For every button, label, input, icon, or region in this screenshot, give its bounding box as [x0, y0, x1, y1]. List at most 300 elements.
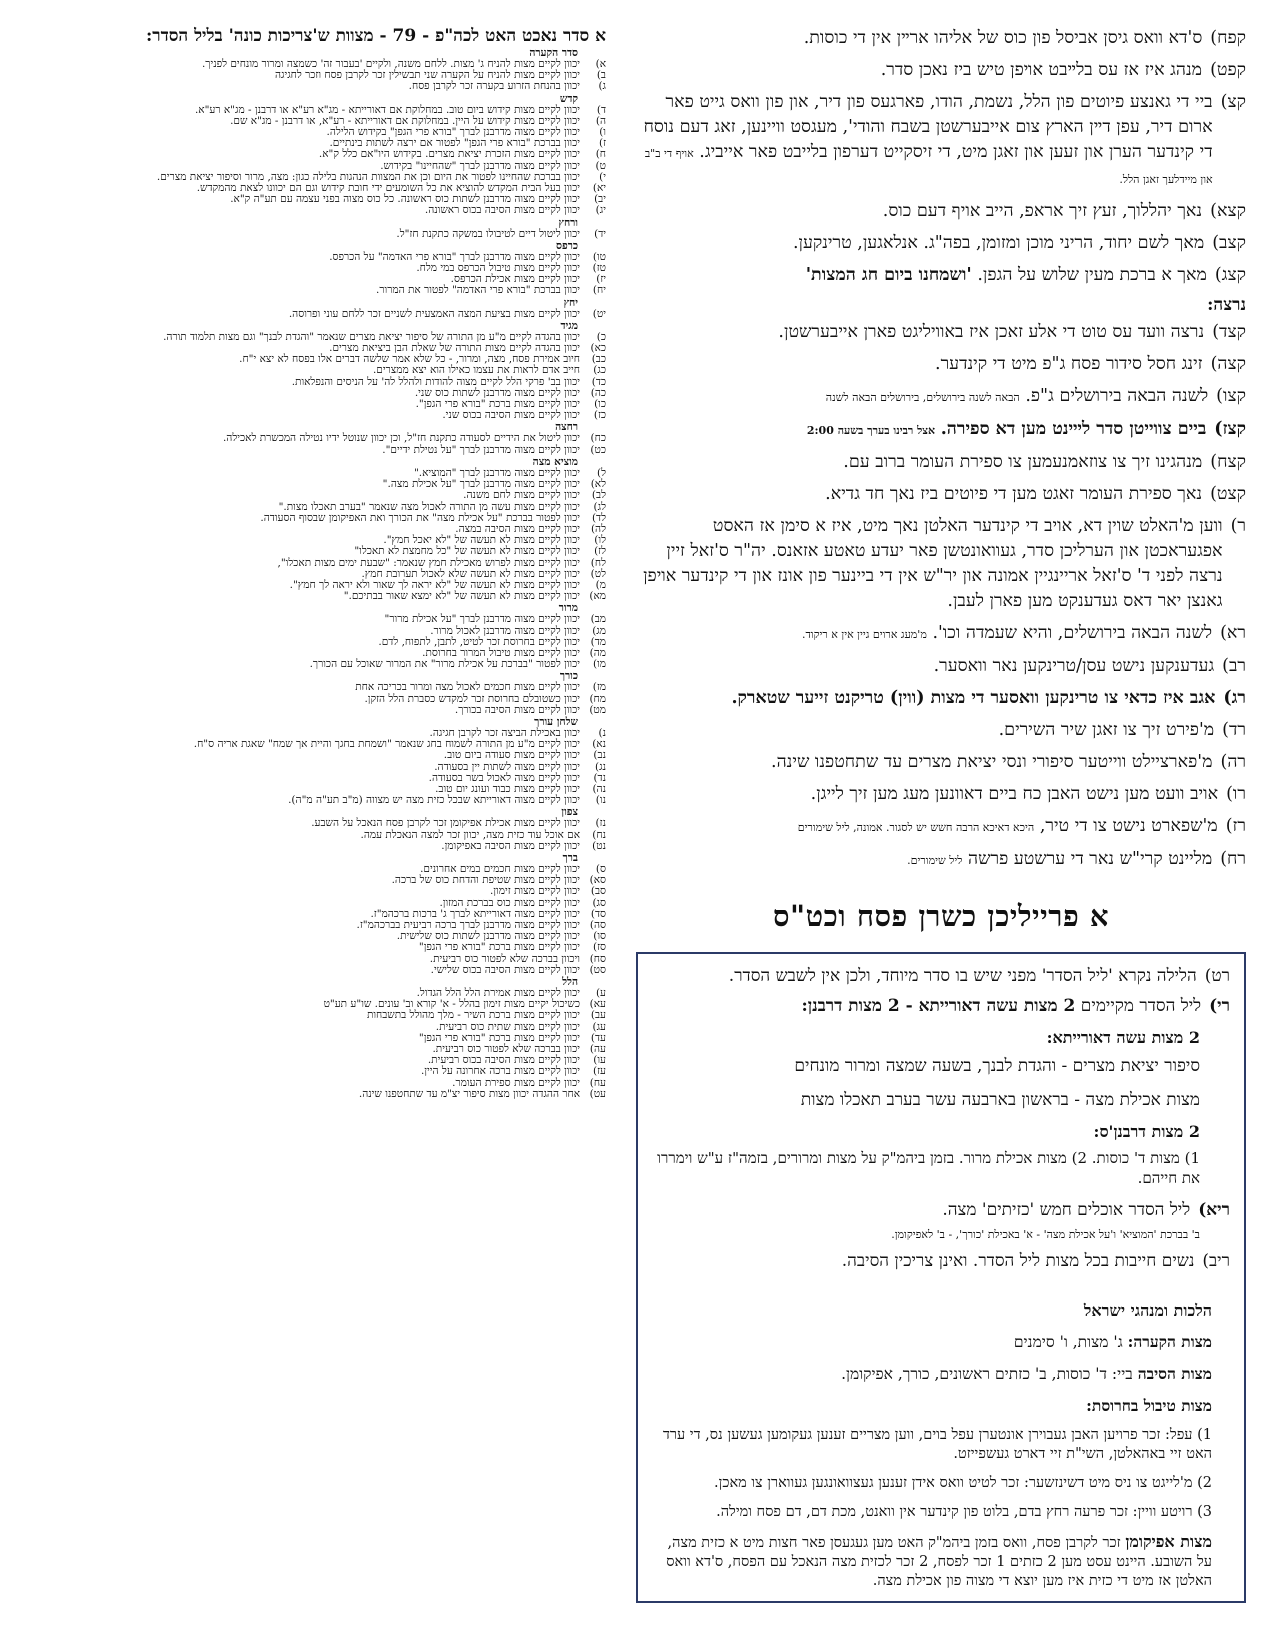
instruction-text: [636, 417, 1206, 443]
mitzva-number: עה): [589, 1043, 606, 1056]
instruction-number: קצב): [1212, 233, 1246, 253]
mitzva-text: כשיכול יקיים מצות זימון בהלל - א' קורא וב' עונים. שו"ע תע"ט: [323, 998, 580, 1011]
instruction-text: [636, 90, 1213, 192]
mitzva-number: כט): [590, 443, 606, 456]
mitzva-number: כא): [590, 342, 606, 355]
mitzva-item: [28, 841, 606, 852]
mitzva-number: סז): [593, 941, 606, 954]
instruction-text: [636, 58, 1202, 83]
instruction-text: [636, 718, 1214, 743]
instruction-main: ווען מ'האלט שוין דא, אויב די קינדער האלטן נאך מיט, איז א סימן אז האסט אפגעראכטן און הערליכן סדר, געוואונטשן פאר יעדע טאטע אזאנס. יה"ר ס'זאל זיין נרצה לפני ד' ס'זאל אריינגיין אמונה און יר"ש אין די ביינער פון אונז און די קינדער אויפן גאנצן יאר דאס געדענקט מען פארן לעבן.: [643, 516, 1223, 611]
mitzva-text: יכוון לקיים מצות ברכה אחרונה על היין.: [421, 1065, 580, 1078]
instruction-main: נאך יהללוך, זעץ זיך אראפ, הייב אויף דעם כוס.: [882, 201, 1203, 221]
mitzva-number: עח): [589, 1076, 606, 1089]
section-heading: סדר הקערה: [529, 47, 578, 59]
mitzva-text: יכוון בברכה שלא לפטור כוס רביעית.: [432, 1043, 580, 1056]
instruction-item: [636, 384, 1246, 410]
instruction-item: [636, 814, 1246, 840]
mitzva-number: יב): [594, 193, 606, 206]
instruction-text: [636, 482, 1202, 507]
mitzva-item: [28, 490, 606, 501]
instruction-main: מנהג איז אז עס בלײבט אױפן טיש ביז נאכן סדר.: [880, 60, 1203, 80]
mitzva-item: [28, 614, 606, 625]
box-item-rt: רט) הלילה נקרא 'ליל הסדר' מפני שיש בו סדר מיוחד, ולכן אין לשבש הסדר.: [728, 966, 1230, 986]
instruction-item: [636, 263, 1246, 288]
mitzva-text: יכוון לקיים מצוה דאורייתא שבכל כזית מצה יש מצווה (מ"ב תע"ה מ"ה).: [288, 794, 580, 807]
instruction-text: [636, 263, 1207, 288]
section-heading: מוציא מצה: [532, 455, 578, 468]
main-title: א פרייליכן כשרן פסח וכט"ס: [773, 899, 1109, 933]
mitzva-text: יכוון לקיים מצות כוס בברכת המזון.: [439, 896, 580, 909]
section-heading: רחצה: [555, 421, 578, 434]
mitzva-number: נד): [593, 771, 606, 784]
mitzva-text: יכוון לקיים מצות טיבול המרור בחרוסת.: [422, 646, 580, 659]
mitzva-number: נו): [595, 794, 606, 807]
mitzva-number: יד): [594, 227, 606, 240]
mitzva-text: יכוון לקיים מצות להניח על הקערה שני תבשילין זכר לקרבן פסח וזכר לחגיגה: [274, 69, 580, 82]
mitzva-number: ו): [599, 126, 606, 139]
mitzva-item: [28, 309, 606, 320]
mitzva-number: כז): [593, 409, 606, 422]
instruction-main: לשנה הבאה בירושלים, והיא שעמדה וכו'.: [932, 623, 1213, 643]
mitzva-text: יכוון לקיים מצות הסיבה בכוס שני.: [442, 409, 580, 422]
mitzva-item: [28, 546, 606, 557]
mitzva-number: מד): [590, 635, 606, 648]
mitzva-item: [28, 1089, 606, 1100]
mitzva-text: יכוון לקיים מצות קידוש על היין. במחלוקת אם דאורייתא - רע"א, או דרבנן - מג"א שם.: [230, 114, 580, 127]
mitzva-text: יכוון לקיים מצות ברכת "בורא פרי הגפן": [418, 1031, 580, 1044]
instruction-number: קפט): [1210, 60, 1246, 80]
instruction-number: קפח): [1210, 28, 1246, 48]
instruction-note: ליל שימורים.: [907, 854, 963, 867]
mitzva-text: יכוון לקיים מצוה מדרבנן לשתות כוס שלישית.: [396, 930, 580, 943]
box-para: 1) עפל: זכר פרויען האבן געבוירן אונטערן עפל בוים, ווען מצריים זענען געקומען געשען נס, די ערד האט זיי באהאלטן, השי"ת זיי דארט געשפייזט.: [662, 1427, 1212, 1462]
instruction-main: מאך א ברכת מעין שלוש על הגפן.: [977, 265, 1207, 285]
mitzva-number: נז): [595, 817, 606, 830]
instruction-bold: 'ושמחנו ביום חג המצות': [805, 265, 972, 285]
instruction-main: מנהגינו זיך צו צוזאמנעמען צו ספירת העומר ברוב עם.: [843, 452, 1203, 472]
mitzva-text: יכוון לקיים מצות לא תעשה של "כל מחמצת לא תאכלו": [354, 545, 580, 558]
instruction-main: מ'שפארט נישט צו די טיר,: [1039, 816, 1218, 836]
section-heading: ברך: [562, 851, 578, 864]
mitzva-text: יכוון לקיים מצוה דאורייתא לברך ג' ברכות ברכהמ"ז.: [370, 907, 580, 920]
mitzva-number: ה): [595, 114, 606, 127]
mitzva-text: יכוון בברכת "בורא פרי האדמה" לפטור את המרור.: [376, 284, 580, 297]
mitzva-number: כ): [596, 330, 606, 343]
mitzva-text: ויכוון בברכה שלא לפטור כוס רביעית.: [429, 952, 580, 965]
instruction-note: היכא דאיכא הרבה חשש יש לסגור. אמונה, ליל שימורים: [797, 821, 1035, 834]
mitzva-text: יכוון ליטול את הידיים לסעודה כתקנת חז"ל, וכן יכוון שנוטל ידיו נטילה המכשרת לאכילה.: [222, 432, 580, 445]
mitzva-text: יכוון לקיים מצות הסיבה בכוס ראשונה.: [424, 204, 580, 217]
instruction-bold: ביים צווייטן סדר לײינט מען דא ספירה.: [940, 419, 1207, 439]
mitzva-text: יכוון בברכת "בורא פרי הגפן" לפטור אם ירצה לשתות בינתיים.: [329, 137, 580, 150]
mitzva-number: ב): [596, 69, 606, 82]
mitzva-number: יט): [592, 307, 606, 320]
section-heading: הלל: [562, 976, 578, 989]
instruction-bold: אגב איז כדאי צו טרינקען וואסער די מצות (ווין) טריקנט זייער שטארק.: [731, 688, 1216, 708]
mitzva-number: לב): [591, 489, 606, 502]
instruction-number: קצח): [1210, 452, 1246, 472]
mitzva-text: יכוון לקיים מצות שטיפת והדחת כוס של ברכה.: [391, 874, 580, 887]
box-item-ri: רי) ליל הסדר מקיימים 2 מצות עשה דאורייתא - 2 מצות דרבנן:: [801, 996, 1230, 1016]
instruction-text: [636, 750, 1213, 775]
instruction-note: הבאה לשנה בירושלים, בירושלים הבאה לשנה: [825, 391, 1020, 404]
instruction-item: [636, 231, 1246, 256]
instruction-main: מאך לשם יחוד, הריני מוכן ומזומן, בפה"ג. אנלאגען, טרינקען.: [792, 233, 1205, 253]
mitzva-text: יכוון לקיים מצות לא תעשה שלא לאכול תערובת חמץ.: [361, 567, 580, 580]
section-heading: כרפס: [556, 239, 578, 252]
mitzva-item: [28, 818, 606, 829]
mitzva-number: ס): [595, 862, 606, 875]
mitzva-text: יכוון לקיים מצוה מדרבנן לברך ברכה רביעית בברכהמ"ז.: [356, 919, 580, 931]
instruction-text: [636, 231, 1204, 256]
instruction-item: [636, 654, 1246, 679]
mitzva-text: יכוון לקיים מצוה מדרבנן לברך "על אכילת מרור": [384, 613, 580, 626]
mitzva-text: יכוון לקיים מצות קידוש ביום טוב. במחלוקת אם דאורייתא - מג"א רע"א או דרבנן - מג"א רע"א.: [194, 103, 580, 116]
instruction-item: [636, 847, 1246, 873]
mitzva-item: [28, 365, 606, 376]
mitzva-number: טו): [592, 250, 606, 263]
mitzva-text: יכוון לקיים מצות חכמים במים אחרונים.: [420, 862, 580, 875]
instruction-number: רג): [1223, 688, 1246, 708]
instruction-text: [636, 782, 1218, 807]
mitzva-text: יכוון בעל הבית המקדש להוציא את כל השומעים ידי חובת קידוש וגם הם יכוונו לצאת מהמקדש.: [196, 182, 580, 195]
mitzva-number: כד): [591, 375, 606, 388]
mitzva-text: חיוב אמירת פסח, מצה, ומרור, - כל שלא אמר שלשה דברים אלו בפסח לא יצא י"ח.: [239, 353, 580, 366]
mitzva-number: יא): [592, 182, 606, 195]
instruction-number: רה): [1220, 752, 1246, 772]
instruction-main: מ'פארציילט ווייטער סיפורי ונסי יציאת מצרים עד שתחטפנו שינה.: [771, 752, 1213, 772]
mitzva-number: לט): [590, 567, 606, 580]
mitzva-text: יכוון לקיים מ"ע מן התורה לשמוח בחג שנאמר "ושמחת בחגך והיית אך שמח" שאגת אריה ס"ח.: [193, 738, 580, 751]
mitzva-item: [28, 795, 606, 806]
mitzva-text: יכוון לקיים מצות חכמים לאכול מצה ומרור בכריכה אחת: [355, 681, 580, 694]
mitzva-text: יכוון לקיים מצוה מדרבנן לשתות כוס שני.: [414, 386, 580, 399]
mitzva-text: יכוון לפטור "בברכת על אכילת מרור" את המרור שאוכל עם הכורך.: [309, 658, 580, 671]
mitzva-text: יכוון ליטול דיים לטיבולו במשקה כתקנת חז"ל.: [396, 227, 580, 240]
seder-instructions-nirtza: [636, 320, 1246, 873]
mitzva-item: [28, 229, 606, 240]
mitzva-number: כו): [594, 398, 606, 411]
mitzva-text: יכוון בהגדה לקיים מ"ע מן התורה של סיפור יציאת מצרים שנאמר "והגדת לבנך" וגם מצות תלמוד תורה.: [163, 330, 580, 343]
mitzva-text: יכוון לקיים מצות ברכת "בורא פרי הגפן": [418, 941, 580, 954]
mitzva-text: יכוון בהגדה לקיים מצות התורה של שאלת הבן ביציאת מצרים.: [329, 342, 580, 355]
mitzva-number: סט): [589, 963, 606, 976]
mitzva-number: א): [595, 58, 606, 70]
instruction-number: קצה): [1210, 354, 1246, 374]
section-heading: יחץ: [563, 296, 578, 309]
instruction-item: [636, 482, 1246, 507]
mitzva-number: סא): [589, 874, 606, 887]
mitzva-number: כג): [593, 364, 606, 377]
box-line: 1) מצות ד' כוסות. 2) מצות אכילת מרור. בזמן ביהמ"ק על מצות ומרורים, בזמה"ז ע"ש וימררו את חייהם.: [657, 1149, 1200, 1187]
section-heading: ורחץ: [558, 216, 578, 229]
instruction-number: רז): [1225, 816, 1246, 836]
mitzva-number: לג): [593, 500, 606, 513]
instruction-text: [636, 199, 1202, 224]
box-line: סיפור יציאת מצרים - והגדת לבנך, בשעה שמצה ומרור מונחים: [794, 1056, 1200, 1076]
mitzva-number: עז): [593, 1065, 606, 1078]
mitzvos-list: [28, 48, 606, 1100]
instruction-main: געדענקען נישט עסן/טרינקען נאר וואסער.: [933, 656, 1215, 676]
instruction-bold-note: אצל רבינו בערך בשעה 2:00: [806, 424, 936, 437]
mitzva-number: נ): [598, 726, 606, 739]
mitzva-number: ט): [595, 159, 606, 172]
mitzva-number: ז): [598, 137, 606, 150]
mitzva-number: מא): [589, 590, 606, 603]
box-para: 3) רויטע וויין: זכר פרעה רחץ בדם, בלוט פון קינדער אין וואנט, מכת דם, דם פסח ומילה.: [716, 1504, 1212, 1520]
mitzva-text: יכוון לקיים מצות ספירת העומר.: [452, 1076, 580, 1089]
mitzva-text: יכוון לקיים מצות זימון.: [490, 885, 580, 898]
mitzva-text: יכוון לקיים מצות הסיבה באפיקומן.: [441, 839, 580, 852]
instruction-number: קצד): [1212, 322, 1246, 342]
box-para: מצות טיבול בחרוסת:: [1086, 1396, 1212, 1415]
mitzva-text: יכוון לקיים מצות אכילת הכרפס.: [450, 273, 580, 286]
instruction-item: [636, 352, 1246, 377]
box-note: ב' בברכת 'המוציא' ו'על אכילת מצה' - א' באכילת 'כורך', - ב' לאפיקומן.: [891, 1228, 1200, 1241]
mitzva-text: יכוון לקיים מצוה מדרבנן לברך "על אכילת מצה.": [382, 478, 580, 491]
box-para: 2) מ'לייגט צו ניס מיט דשינזשער: זכר לטיט וואס אידן זענען געצוואונגען געווארן צו מאכן.: [714, 1475, 1212, 1491]
instruction-text: [636, 847, 1212, 873]
instruction-item: [636, 686, 1246, 711]
mitzva-text: אם אוכל עוד כזית מצה, יכוון זכר למצה הנאכלת עמה.: [360, 828, 580, 841]
mitzva-number: נב): [593, 749, 606, 762]
instruction-main: ביי די גאנצע פיוטים פון הלל, נשמת, הודו, פארגעס פון דיר, און פון וואס גייט פאר ארום דיר, עפן דײן הארץ צום אייבערשטן בשבח והודי', מעגסט וויינען, זאג דעם נוסח די קינדער הערן און זעען און זאגן מיט, די זיסקייט דערפון בלייבט פאר אייביג.: [643, 92, 1213, 162]
box-item-ria: ריא) ליל הסדר אוכלים חמש 'כזיתים' מצה.: [942, 1200, 1230, 1220]
mitzva-number: מג): [592, 624, 606, 637]
section-heading: מרור: [558, 602, 578, 615]
instruction-item: [636, 621, 1246, 647]
mitzva-text: יכוון לקיים מצות לפרוש מאכילת חמץ שנאמר: "שבעת ימים מצות תאכלו",: [277, 556, 580, 569]
mitzva-item: [28, 659, 606, 670]
mitzva-item: [28, 682, 606, 693]
mitzva-item: [28, 1066, 606, 1077]
mitzva-text: יכוון לקיים מצות לחם משנה.: [463, 489, 580, 502]
mitzva-text: יכוון לקיים מצוה מדרבנן לברך "על נטילת ידיים".: [382, 443, 580, 456]
mitzva-text: יכוון לקיים מצוה מדרבנן לאכול מרור.: [430, 624, 580, 637]
mitzva-number: לה): [590, 522, 606, 535]
instruction-main: נרצה וועד עס טוט די אלע זאכן איז באוויליגט פארן אייבערשטן.: [778, 322, 1205, 342]
mitzva-text: יכוון בב' פרקי הלל לקיים מצוה להודות ולהלל לה' על הניסים והנפלאות.: [291, 375, 580, 388]
mitzva-number: נה): [592, 782, 606, 795]
instruction-item: [636, 514, 1246, 614]
mitzva-number: מט): [589, 703, 606, 716]
mitzva-number: ד): [596, 103, 606, 116]
mitzva-item: [28, 1010, 606, 1021]
mitzva-number: לד): [591, 511, 606, 524]
mitzva-text: יכוון לקיים מצות טיבול הכרפס במי מלח.: [416, 262, 580, 275]
mitzva-number: מ): [595, 578, 606, 591]
mitzva-number: סג): [592, 896, 606, 909]
instruction-item: [636, 26, 1246, 51]
instruction-text: [636, 450, 1202, 475]
instruction-text: [636, 621, 1212, 647]
instruction-item: [636, 199, 1246, 224]
mitzva-text: יכוון לקיים מצות להניח ג' מצות. ללחם משנה, ולקיים 'בעבור זה' כשמצה ומרור מונחים לפניך.: [201, 58, 580, 70]
instruction-main: מליינט קרי"ש נאר די ערשטע פרשה: [968, 849, 1213, 869]
instruction-item: [636, 450, 1246, 475]
mitzva-number: נח): [592, 828, 606, 841]
mitzva-number: סד): [590, 907, 606, 920]
mitzva-item: [28, 285, 606, 296]
mitzva-number: מו): [592, 658, 606, 671]
mitzva-number: ח): [595, 148, 606, 161]
instruction-text: [636, 814, 1218, 840]
mitzva-number: כח): [590, 432, 606, 445]
mitzva-text: יכוון לקיים בחרוסת זכר לטיט, לתבן, לתפוח, לדם.: [378, 635, 580, 648]
mitzva-number: מב): [590, 613, 606, 626]
instruction-item: [636, 58, 1246, 83]
mitzva-item: [28, 591, 606, 602]
mitzva-text: יכוון לקיים מצות הסיבה במצה.: [455, 522, 580, 535]
mitzva-number: מה): [589, 646, 606, 659]
box-para: מצות הסיבה ביי: ד' כוסות, ב' כזתים ראשונים, כורך, אפיקומן.: [841, 1364, 1212, 1383]
mitzva-number: נט): [592, 839, 606, 852]
mitzva-text: יכוון לקיים מצות לא תעשה של "לא יראה לך שאור ולא יראה לך חמץ".: [289, 578, 580, 591]
mitzva-text: יכוון לקיים מצות הזכרת יציאת מצרים. בקידוש היו"אם כלל ק"א.: [318, 148, 580, 161]
mitzva-number: עב): [590, 1009, 606, 1022]
instruction-text: [636, 26, 1202, 51]
mitzva-number: סו): [593, 930, 606, 943]
mitzva-number: לז): [594, 545, 606, 558]
section-heading: שלחן עורך: [534, 715, 578, 728]
instruction-number: קצט): [1210, 484, 1246, 504]
mitzva-number: כב): [591, 353, 606, 366]
instruction-number: רו): [1226, 784, 1246, 804]
mitzva-text: יכוון לקיים מצוה מדרבנן לברך "שהחיינו" בקידוש.: [380, 159, 580, 172]
mitzva-text: יכוון כשטובלם בחרוסת זכר למקדש כסברת הלל הזקן.: [364, 692, 580, 705]
section-heading: מגיד: [560, 319, 578, 332]
mitzva-text: יכוון לקיים מצות הסיבה בכוס שלישי.: [430, 963, 580, 976]
box-item-rib: ריב) נשים חייבות בכל מצות ליל הסדר. ואינן צריכין הסיבה.: [841, 1251, 1230, 1271]
mitzva-item: [28, 81, 606, 92]
instruction-number: רד): [1222, 720, 1246, 740]
mitzva-text: יכוון לקיים מצוה מדרבנן לשתות כוס ראשונה. כל כוס מצוה בפני עצמה עם תע"ה ק"א.: [230, 193, 580, 206]
box-para: מצות הקערה: ג' מצות, ו' סימנים: [1013, 1332, 1212, 1351]
mitzva-text: יכוון לפטור בברכת "על אכילת מצה" את הכורך ואת האפיקומן שבסוף הסעודה.: [260, 511, 580, 524]
mitzva-text: יכוון לקיים מצות ברכת "בורא פרי הגפן".: [415, 398, 580, 411]
mitzva-number: סב): [590, 885, 606, 898]
mitzva-item: [28, 705, 606, 716]
instruction-number: רח): [1220, 849, 1246, 869]
mitzva-number: כה): [590, 386, 606, 399]
instruction-number: רא): [1220, 623, 1246, 643]
instruction-note: מ'מעג ארוים גיין אין א ריקוד.: [802, 628, 927, 641]
mitzva-text: יכוון לקיים מצות לא תעשה של "לא ימצא שאור בבתיכם.": [343, 590, 580, 603]
nirtza-heading: נרצה:: [1207, 295, 1246, 315]
box-header: הלכות ומנהגי ישראל: [1083, 1301, 1212, 1320]
instruction-text: [636, 514, 1223, 614]
instruction-number: קצז): [1214, 419, 1246, 439]
mitzva-number: לא): [590, 478, 606, 491]
instruction-main: לשנה הבאה בירושלים ג"פ.: [1025, 386, 1209, 406]
mitzva-number: נא): [592, 738, 606, 751]
box-sub-doraysa: 2 מצות עשה דאורייתא:: [1046, 1028, 1200, 1047]
instruction-text: [636, 686, 1215, 711]
mitzva-number: עא): [589, 998, 606, 1011]
instruction-number: קצג): [1214, 265, 1246, 285]
instruction-item: [636, 90, 1246, 192]
mitzva-text: יכוון לקיים מצות אכילת אפיקומן זכר לקרבן פסח הנאכל על השבע.: [311, 817, 580, 830]
instruction-note: אויף די ב"ב און מיידלעך זאגן הלל.: [644, 147, 1213, 186]
mitzva-text: יכוון לקיים מצוה לאכול בשר בסעודה.: [428, 771, 580, 784]
section-heading: קדש: [559, 92, 578, 105]
mitzva-item: [28, 410, 606, 421]
instruction-text: [636, 384, 1208, 410]
mitzva-number: סה): [589, 919, 606, 931]
mitzva-item: [28, 886, 606, 897]
mitzva-text: יכוון לקיים מצות כבוד ועונג יום טוב.: [435, 782, 580, 795]
instruction-text: [636, 320, 1204, 345]
instruction-main: מ'פירט זיך צו זאגן שיר השירים.: [998, 720, 1215, 740]
mitzva-text: יכוון לקיים מצוה לשתות יין בסעודה.: [434, 760, 580, 773]
mitzva-number: ג): [598, 80, 606, 93]
halachos-box: [636, 952, 1246, 1603]
mitzva-number: יח): [592, 284, 606, 297]
instruction-number: קצ): [1220, 92, 1246, 112]
instruction-item: [636, 718, 1246, 743]
mitzva-text: יכוון לקיים מצות הסיבה בכורך.: [454, 703, 580, 716]
mitzva-text: יכוון באכילת הביצה זכר לקרבן חגיגה.: [429, 726, 580, 739]
box-line: מצות אכילת מצה - בראשון בארבעה עשר בערב תאכלו מצות: [800, 1090, 1200, 1110]
mitzva-text: אחר ההגדה יכוון מצות סיפור יצ"מ עד שתחטפנו שינה.: [358, 1087, 580, 1100]
instruction-main: אויב וועט מען נישט האבן כח ביים דאוונען מעג מען זיך לייגן.: [810, 784, 1219, 804]
mitzva-item: [28, 750, 606, 761]
mitzva-text: יכוון לקיים מצות שתית כוס רביעית.: [435, 1020, 580, 1033]
mitzva-number: לו): [594, 534, 606, 547]
mitzva-number: מח): [589, 692, 606, 705]
mitzva-number: עט): [589, 1087, 606, 1100]
mitzva-number: נג): [595, 760, 606, 773]
mitzva-number: טז): [592, 262, 606, 275]
mitzva-item: [28, 433, 606, 444]
mitzva-item: [28, 445, 606, 456]
section-heading: כורך: [559, 670, 578, 683]
mitzva-text: יכוון בברכת שהחיינו לפטור את היום וכן את המצוות הנהגות בלילה כגון: מצה, מרור וסיפור יציאת מצרים.: [156, 170, 580, 183]
mitzva-text: יכוון לקיים מצות הסיבה בכוס רביעית.: [427, 1054, 580, 1067]
instruction-main: ס'דא וואס גיסן אביסל פון כוס של אליהו ארײן אין די כוסות.: [803, 28, 1203, 48]
mitzva-number: סח): [589, 952, 606, 965]
mitzvos-list-title: א סדר נאכט האט לכה"פ - 79 - מצוות ש'צריכות כונה' בליל הסדר:: [145, 26, 606, 46]
mitzva-text: חייב אדם לראות את עצמו כאילו הוא יצא ממצרים.: [372, 364, 580, 377]
mitzva-text: יכוון לקיים מצות עשה מן התורה לאכול מצה שנאמר "בערב תאכלו מצות.": [278, 500, 580, 513]
instruction-text: [636, 654, 1214, 679]
mitzva-item: [28, 205, 606, 216]
mitzva-text: יכוון לקיים מצות בציעת המצה האמצעית לשניים זכר ללחם עוני ופרוסה.: [288, 307, 580, 320]
mitzva-number: יג): [595, 204, 606, 217]
mitzva-text: יכוון לקיים מצות אמירת הלל הלל הגדול.: [416, 987, 580, 1000]
instruction-item: [636, 750, 1246, 775]
mitzva-number: עו): [593, 1054, 606, 1067]
mitzva-text: יכוון בהנחת הזרוע בקערה זכר לקרבן פסח.: [408, 80, 580, 93]
mitzva-item: [28, 149, 606, 160]
instruction-item: [636, 417, 1246, 443]
instruction-number: רב): [1222, 656, 1246, 676]
mitzva-number: עד): [590, 1031, 606, 1044]
instruction-number: קצא): [1210, 201, 1246, 221]
mitzva-text: יכוון לקיים מצות סעודה ביום טוב.: [443, 749, 580, 762]
section-heading: צפון: [561, 806, 578, 819]
instruction-text: [636, 352, 1203, 377]
mitzva-number: ע): [595, 987, 606, 1000]
mitzva-item: [28, 942, 606, 953]
instruction-main: נאך ספירת העומר זאגט מען די פיוטים ביז נאך חד גדיא.: [825, 484, 1203, 504]
mitzva-number: י): [599, 170, 606, 183]
left-column: [28, 26, 606, 1100]
mitzva-number: ל): [596, 466, 606, 479]
mitzva-number: לח): [590, 556, 606, 569]
mitzva-text: יכוון לקיים מצות לא תעשה של "לא יאכל חמץ".: [383, 534, 580, 547]
